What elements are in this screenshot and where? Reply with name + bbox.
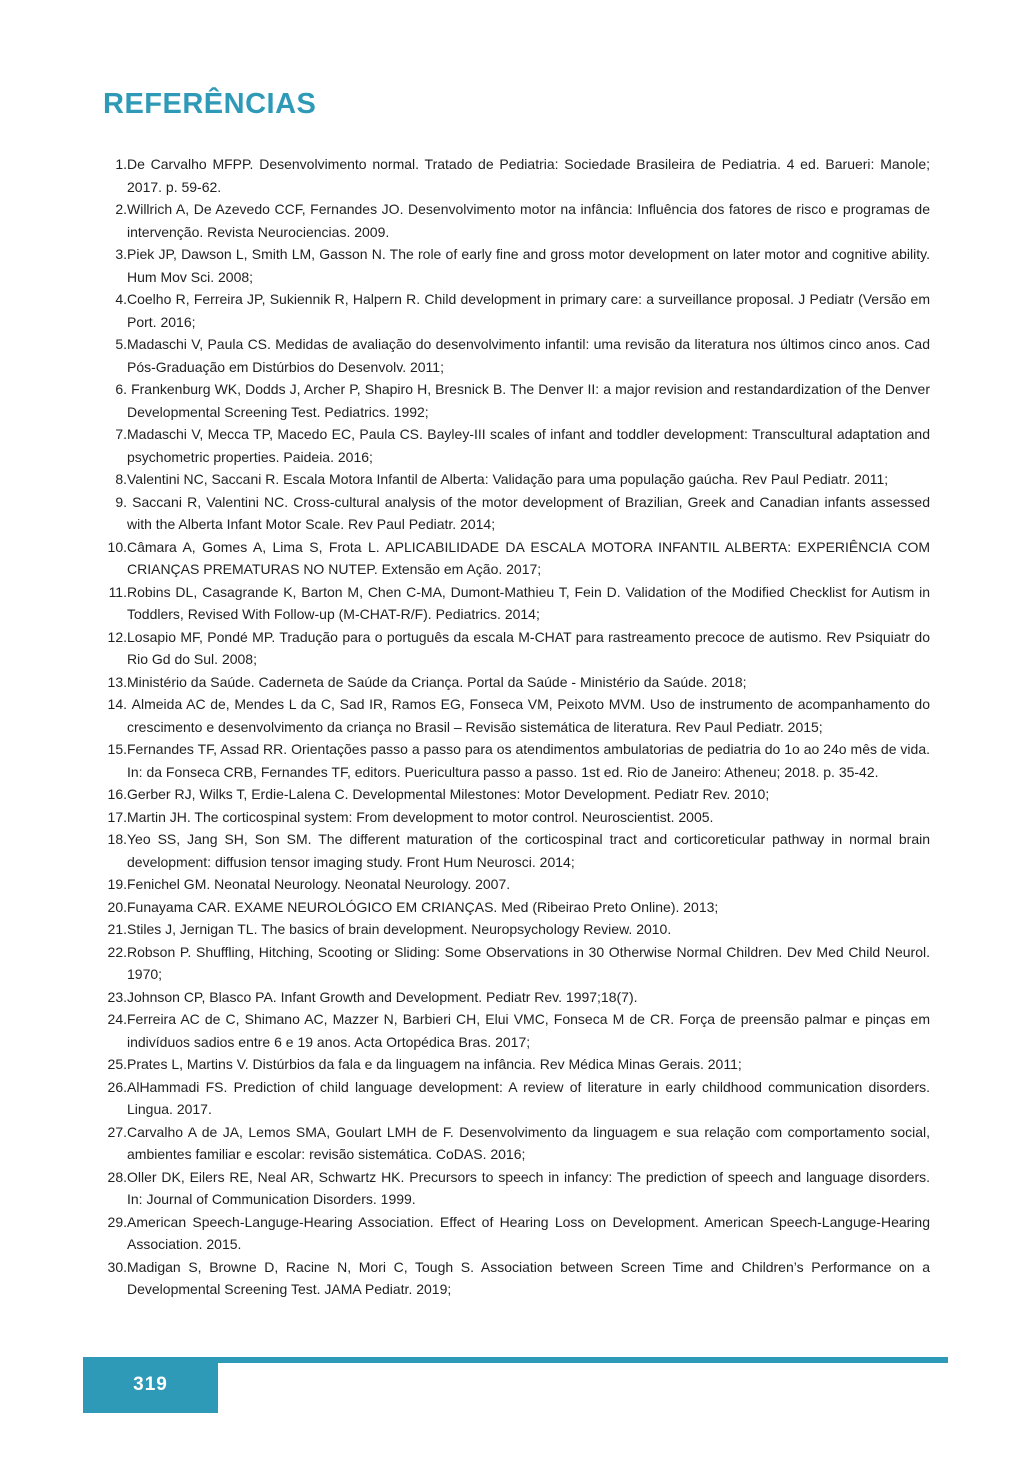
page-number: 319	[133, 1374, 168, 1395]
reference-item	[115, 333, 930, 378]
reference-item	[107, 828, 930, 873]
reference-number: 11.	[108, 583, 127, 600]
reference-item	[115, 243, 930, 288]
reference-item	[107, 873, 930, 896]
reference-number: 22.	[107, 943, 127, 960]
page-number-badge	[83, 1357, 218, 1413]
reference-item	[115, 378, 930, 423]
reference-number: 24.	[107, 1011, 127, 1027]
reference-item	[107, 806, 930, 829]
reference-text: Saccani R, Valentini NC. Cross-cultural analysis of the motor development of Brazilian, Greek and Canadian infants assessed with the Alberta Infant Motor Scale. Rev Paul Pediatr. 2014;	[127, 493, 930, 532]
reference-number: 15.	[107, 741, 127, 757]
reference-text: Madigan S, Browne D, Racine N, Mori C, Tough S. Association between Screen Time and Children’s Performance on a Developmental Screening Test. JAMA Pediatr. 2019;	[127, 1258, 930, 1297]
reference-text: American Speech-Languge-Hearing Association. Effect of Hearing Loss on Development. American Speech-Languge-Hearing Association. 2015.	[127, 1213, 930, 1252]
reference-item	[115, 288, 930, 333]
reference-number: 19.	[107, 876, 127, 892]
reference-item	[115, 423, 930, 468]
reference-text: De Carvalho MFPP. Desenvolvimento normal. Tratado de Pediatria: Sociedade Brasileira de Pediatria. 4 ed. Barueri: Manole; 2017. p. 59-62.	[127, 156, 930, 195]
reference-text: Câmara A, Gomes A, Lima S, Frota L. APLICABILIDADE DA ESCALA MOTORA INFANTIL ALBERTA: EXPERIÊNCIA COM CRIANÇAS PREMATURAS NO NUTEP. Extensão em Ação. 2017;	[127, 538, 930, 577]
reference-number: 7.	[115, 426, 127, 442]
reference-number: 30.	[107, 1258, 127, 1275]
reference-number: 1.	[115, 156, 127, 172]
reference-text: Fernandes TF, Assad RR. Orientações passo a passo para os atendimentos ambulatorias de pediatria do 1o ao 24o mês de vida. In: da Fonseca CRB, Fernandes TF, editors. Puericultura passo a passo. 1st ed. Rio de Janeiro: Atheneu; 2018. p. 35-42.	[127, 741, 930, 780]
reference-text: Gerber RJ, Wilks T, Erdie-Lalena C. Developmental Milestones: Motor Development. Pediatr Rev. 2010;	[127, 786, 770, 802]
references-list	[107, 153, 930, 1301]
reference-text: Johnson CP, Blasco PA. Infant Growth and Development. Pediatr Rev. 1997;18(7).	[127, 988, 638, 1005]
reference-item	[107, 783, 930, 806]
reference-item	[107, 536, 930, 581]
reference-text: AlHammadi FS. Prediction of child language development: A review of literature in early childhood communication disorders. Lingua. 2017.	[127, 1078, 930, 1117]
reference-number: 28.	[107, 1168, 127, 1185]
reference-item	[115, 153, 930, 198]
reference-item	[107, 671, 930, 694]
reference-text: Yeo SS, Jang SH, Son SM. The different maturation of the corticospinal tract and corticoreticular pathway in normal brain development: diffusion tensor imaging study. Front Hum Neurosci. 2014;	[127, 831, 930, 870]
reference-item	[107, 626, 930, 671]
reference-number: 23.	[107, 988, 127, 1005]
reference-item	[115, 468, 930, 491]
reference-item	[107, 693, 930, 738]
footer-rule	[218, 1357, 948, 1363]
reference-text: Martin JH. The corticospinal system: From development to motor control. Neuroscientist. 2005.	[127, 808, 714, 825]
reference-item	[107, 738, 930, 783]
reference-number: 10.	[107, 538, 127, 555]
reference-text: Carvalho A de JA, Lemos SMA, Goulart LMH de F. Desenvolvimento da linguagem e sua relação com comportamento social, ambientes familiar e escolar: revisão sistemática. CoDAS. 2016;	[127, 1123, 930, 1162]
reference-text: Prates L, Martins V. Distúrbios da fala e da linguagem na infância. Rev Médica Minas Gerais. 2011;	[127, 1056, 742, 1072]
reference-text: Frankenburg WK, Dodds J, Archer P, Shapiro H, Bresnick B. The Denver II: a major revision and restandardization of the Denver Developmental Screening Test. Pediatrics. 1992;	[127, 381, 930, 420]
reference-item	[107, 986, 930, 1009]
reference-number: 20.	[107, 898, 127, 915]
reference-number: 29.	[107, 1213, 127, 1230]
reference-text: Ministério da Saúde. Caderneta de Saúde da Criança. Portal da Saúde - Ministério da Saúde. 2018;	[127, 673, 747, 690]
reference-number: 13.	[107, 673, 127, 690]
reference-number: 9.	[115, 493, 127, 510]
reference-text: Almeida AC de, Mendes L da C, Sad IR, Ramos EG, Fonseca VM, Peixoto MVM. Uso de instrumento de acompanhamento do crescimento e desenvolvimento da criança no Brasil – Revisão sistemática de literatura. Rev Paul Pediatr. 2015;	[127, 696, 930, 735]
reference-item	[108, 581, 930, 626]
reference-number: 2.	[115, 201, 127, 217]
reference-number: 3.	[115, 246, 127, 262]
reference-text: Robins DL, Casagrande K, Barton M, Chen C-MA, Dumont-Mathieu T, Fein D. Validation of the Modified Checklist for Autism in Toddlers, Revised With Follow-up (M-CHAT-R/F). Pediatrics. 2014;	[127, 583, 930, 622]
reference-item	[107, 1256, 930, 1301]
reference-number: 12.	[107, 628, 127, 645]
reference-item	[107, 1053, 930, 1076]
reference-number: 17.	[107, 808, 127, 825]
reference-text: Funayama CAR. EXAME NEUROLÓGICO EM CRIANÇAS. Med (Ribeirao Preto Online). 2013;	[127, 898, 719, 915]
reference-number: 4.	[115, 291, 127, 307]
reference-text: Madaschi V, Mecca TP, Macedo EC, Paula CS. Bayley-III scales of infant and toddler development: Transcultural adaptation and psychometric properties. Paideia. 2016;	[127, 426, 930, 465]
reference-text: Coelho R, Ferreira JP, Sukiennik R, Halpern R. Child development in primary care: a surveillance proposal. J Pediatr (Versão em Port. 2016;	[127, 291, 930, 330]
reference-text: Ferreira AC de C, Shimano AC, Mazzer N, Barbieri CH, Elui VMC, Fonseca M de CR. Força de preensão palmar e pinças em indivíduos sadios entre 6 e 19 anos. Acta Ortopédica Bras. 2017;	[127, 1011, 930, 1050]
reference-text: Willrich A, De Azevedo CCF, Fernandes JO. Desenvolvimento motor na infância: Influência dos fatores de risco e programas de intervenção. Revista Neurociencias. 2009.	[127, 201, 930, 240]
reference-text: Stiles J, Jernigan TL. The basics of brain development. Neuropsychology Review. 2010.	[127, 921, 672, 937]
reference-item	[107, 1211, 930, 1256]
reference-text: Robson P. Shuffling, Hitching, Scooting or Sliding: Some Observations in 30 Otherwise Normal Children. Dev Med Child Neurol. 1970;	[127, 943, 930, 982]
reference-item	[115, 198, 930, 243]
reference-item	[107, 1166, 930, 1211]
reference-item	[107, 941, 930, 986]
reference-number: 16.	[107, 786, 127, 802]
reference-text: Fenichel GM. Neonatal Neurology. Neonatal Neurology. 2007.	[127, 876, 511, 892]
reference-text: Madaschi V, Paula CS. Medidas de avaliação do desenvolvimento infantil: uma revisão da literatura nos últimos cinco anos. Cad Pós-Graduação em Distúrbios do Desenvolv. 2011;	[127, 336, 930, 375]
reference-item	[107, 1076, 930, 1121]
reference-text: Losapio MF, Pondé MP. Tradução para o português da escala M-CHAT para rastreamento precoce de autismo. Rev Psiquiatr do Rio Gd do Sul. 2008;	[127, 628, 930, 667]
page-title: REFERÊNCIAS	[103, 88, 317, 120]
reference-number: 8.	[115, 471, 127, 487]
reference-number: 25.	[107, 1056, 127, 1072]
reference-number: 5.	[115, 336, 127, 352]
reference-number: 27.	[107, 1123, 127, 1140]
reference-item	[107, 1008, 930, 1053]
reference-number: 21.	[107, 921, 127, 937]
reference-item	[107, 1121, 930, 1166]
reference-text: Oller DK, Eilers RE, Neal AR, Schwartz HK. Precursors to speech in infancy: The prediction of speech and language disorders. In: Journal of Communication Disorders. 1999.	[127, 1168, 930, 1207]
reference-item	[115, 491, 930, 536]
reference-number: 26.	[107, 1078, 127, 1095]
reference-item	[107, 918, 930, 941]
reference-text: Piek JP, Dawson L, Smith LM, Gasson N. The role of early fine and gross motor development on later motor and cognitive ability. Hum Mov Sci. 2008;	[127, 246, 930, 285]
reference-item	[107, 896, 930, 919]
reference-number: 6.	[115, 381, 127, 397]
reference-text: Valentini NC, Saccani R. Escala Motora Infantil de Alberta: Validação para uma população gaúcha. Rev Paul Pediatr. 2011;	[127, 471, 889, 487]
reference-number: 14.	[107, 696, 127, 712]
reference-number: 18.	[107, 831, 127, 847]
